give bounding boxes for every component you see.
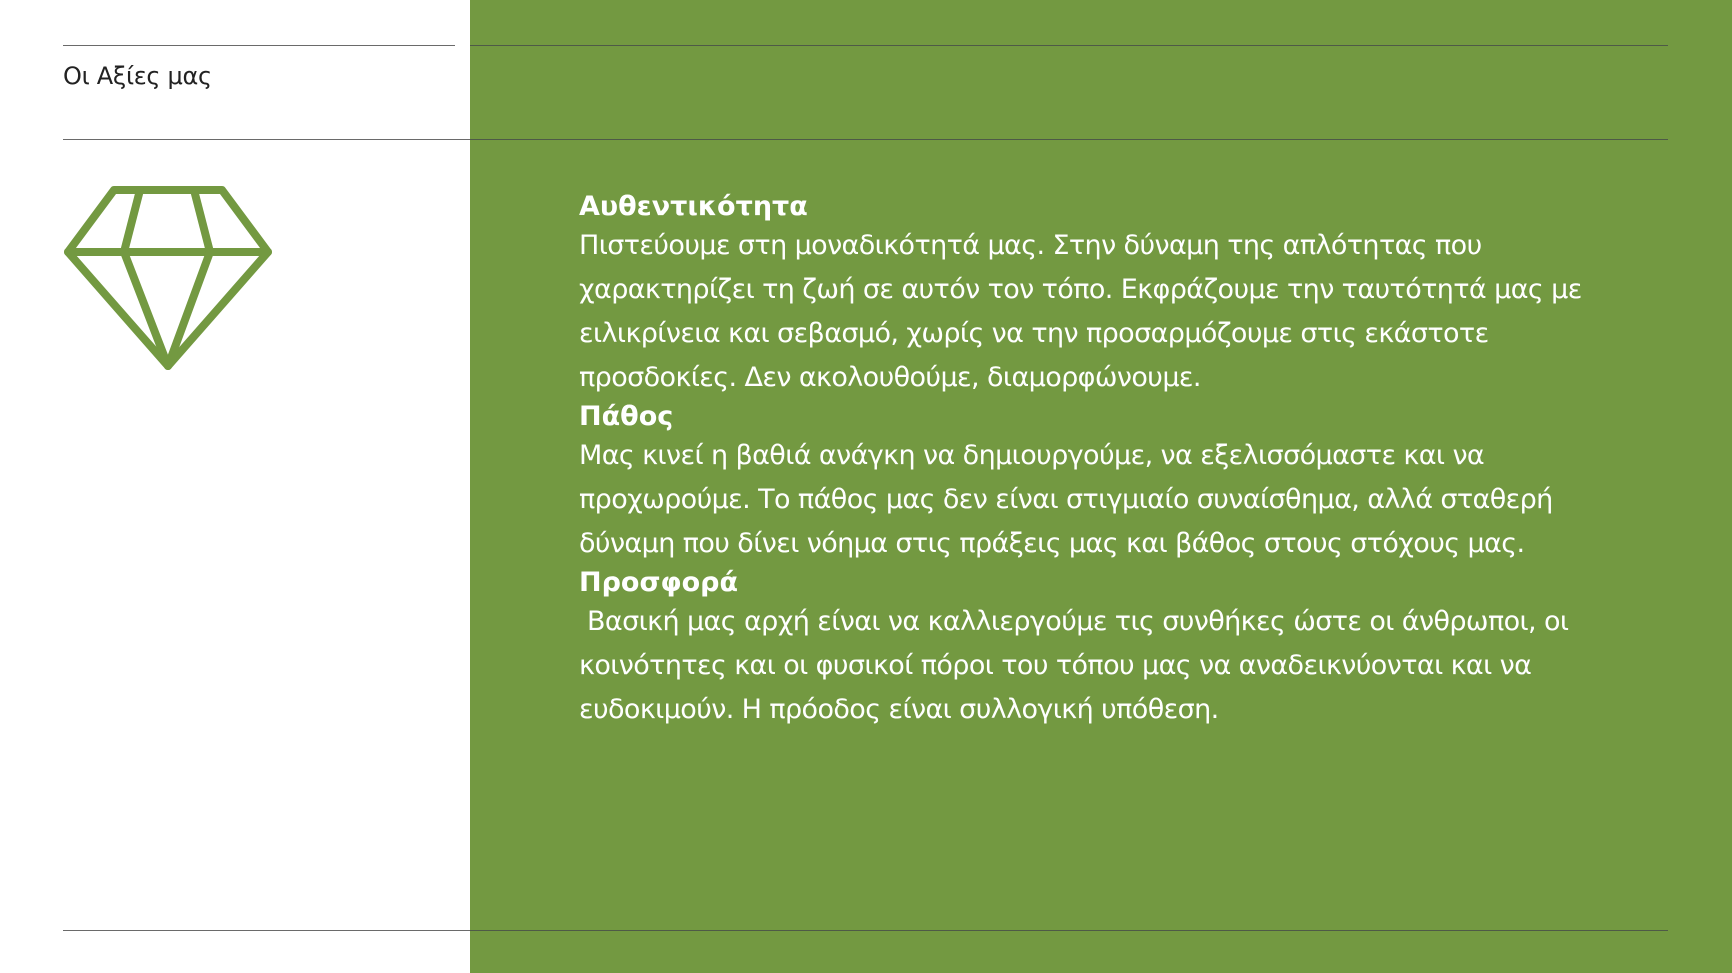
value-description: Βασική μας αρχή είναι να καλλιεργούμε τις συνθήκες ώστε οι άνθρωποι, οι κοινότητες και οι φυσικοί πόροι του τόπου μας να αναδεικνύονται και να ευδοκιμούν. Η πρόοδος είναι συλλογική υπόθεση. xyxy=(579,606,1577,725)
divider-bottom-left xyxy=(63,930,470,931)
values-list xyxy=(579,190,1589,732)
divider-top-left xyxy=(63,45,455,46)
divider-header-right xyxy=(470,139,1668,140)
divider-bottom-right xyxy=(470,930,1668,931)
value-authenticity xyxy=(579,190,1589,400)
value-title: Αυθεντικότητα xyxy=(579,191,808,222)
section-title: Οι Αξίες μας xyxy=(63,62,212,90)
diamond-icon xyxy=(62,184,274,372)
value-passion xyxy=(579,400,1589,566)
divider-top-right xyxy=(470,45,1668,46)
value-title: Πάθος xyxy=(579,401,674,432)
value-description: Πιστεύουμε στη μοναδικότητά μας. Στην δύναμη της απλότητας που χαρακτηρίζει τη ζωή σε αυτόν τον τόπο. Εκφράζουμε την ταυτότητά μας με ειλικρίνεια και σεβασμό, χωρίς να την προσαρμόζουμε στις εκάστοτε προσδοκίες. Δεν ακολουθούμε, διαμορφώνουμε. xyxy=(579,230,1590,393)
value-title: Προσφορά xyxy=(579,567,739,598)
value-contribution xyxy=(579,566,1589,732)
divider-header-left xyxy=(63,139,470,140)
value-description: Μας κινεί η βαθιά ανάγκη να δημιουργούμε, να εξελισσόμαστε και να προχωρούμε. Το πάθος μας δεν είναι στιγμιαίο συναίσθημα, αλλά σταθερή δύναμη που δίνει νόημα στις πράξεις μας και βάθος στους στόχους μας. xyxy=(579,440,1561,559)
